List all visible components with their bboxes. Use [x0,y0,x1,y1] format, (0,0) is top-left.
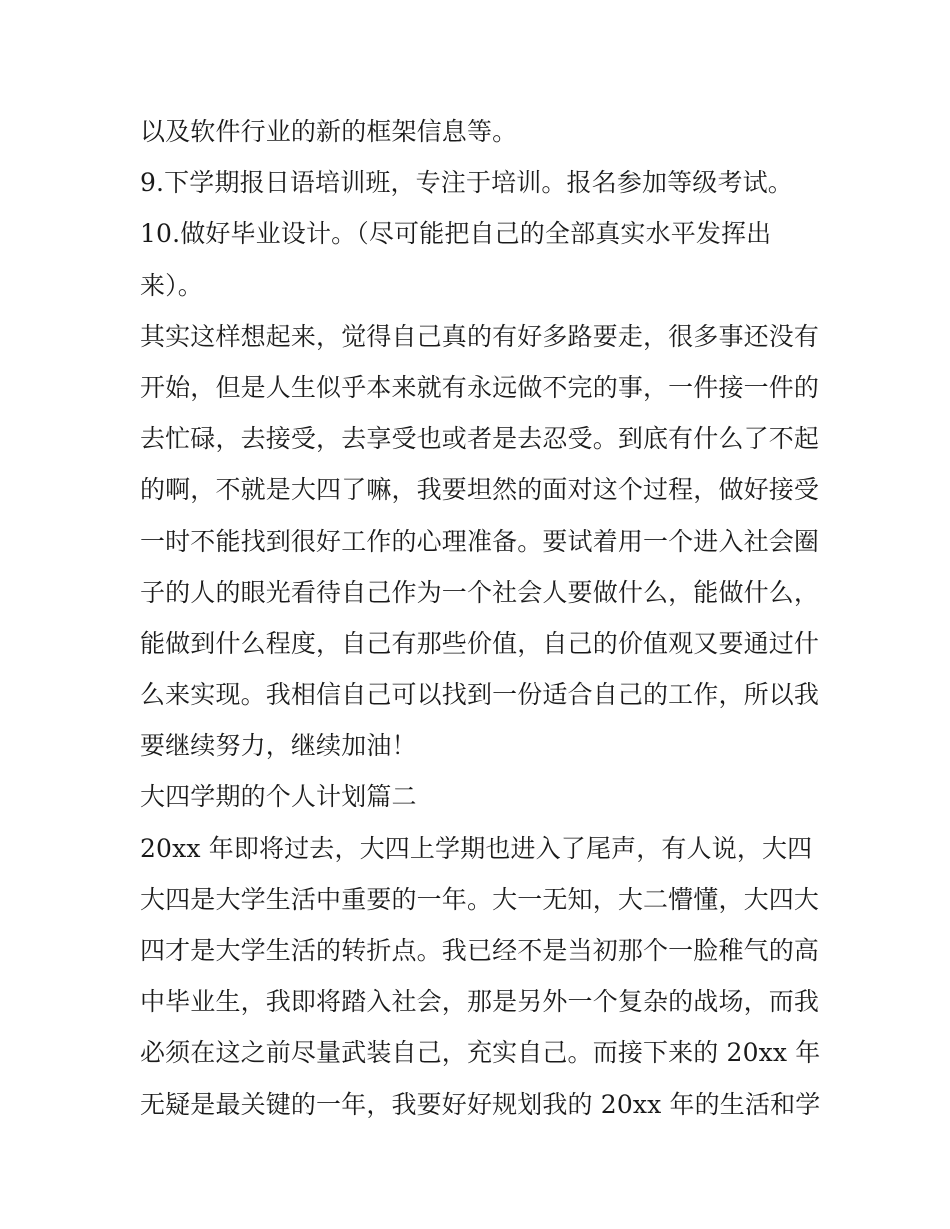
text-line: 大四是大学生活中重要的一年。大一无知，大二懵懂，大四大 [140,884,820,914]
text-line: 10.做好毕业设计。（尽可能把自己的全部真实水平发挥出 [140,219,772,249]
text-line: 的啊，不就是大四了嘛，我要坦然的面对这个过程，做好接受 [140,475,820,505]
text-line: 么来实现。我相信自己可以找到一份适合自己的工作，所以我 [140,680,820,710]
document-body [140,106,830,1130]
text-line: 去忙碌，去接受，去享受也或者是去忍受。到底有什么了不起 [140,424,820,454]
text-line: 来）。 [140,270,203,300]
text-line: 开始，但是人生似乎本来就有永远做不完的事，一件接一件的 [140,372,820,402]
text-line: 必须在这之前尽量武装自己，充实自己。而接下来的 20xx 年 [140,1038,821,1068]
text-line: 中毕业生，我即将踏入社会，那是另外一个复杂的战场，而我 [140,987,820,1017]
text-line: 子的人的眼光看待自己作为一个社会人要做什么，能做什么， [140,577,820,607]
text-line: 以及软件行业的新的框架信息等。 [140,117,518,146]
text-line: 一时不能找到很好工作的心理准备。要试着用一个进入社会圈 [140,526,820,556]
text-line: 要继续努力，继续加油！ [140,731,417,761]
section-heading: 大四学期的个人计划篇二 [140,782,417,812]
text-line: 能做到什么程度，自己有那些价值，自己的价值观又要通过什 [140,628,820,658]
text-line: 无疑是最关键的一年，我要好好规划我的 20xx 年的生活和学 [140,1089,821,1119]
text-line: 20xx 年即将过去，大四上学期也进入了尾声，有人说，大四 [140,833,813,863]
text-line: 四才是大学生活的转折点。我已经不是当初那个一脸稚气的高 [140,936,820,965]
text-line: 9.下学期报日语培训班，专注于培训。报名参加等级考试。 [140,168,793,198]
text-line: 其实这样想起来，觉得自己真的有好多路要走，很多事还没有 [140,321,820,351]
